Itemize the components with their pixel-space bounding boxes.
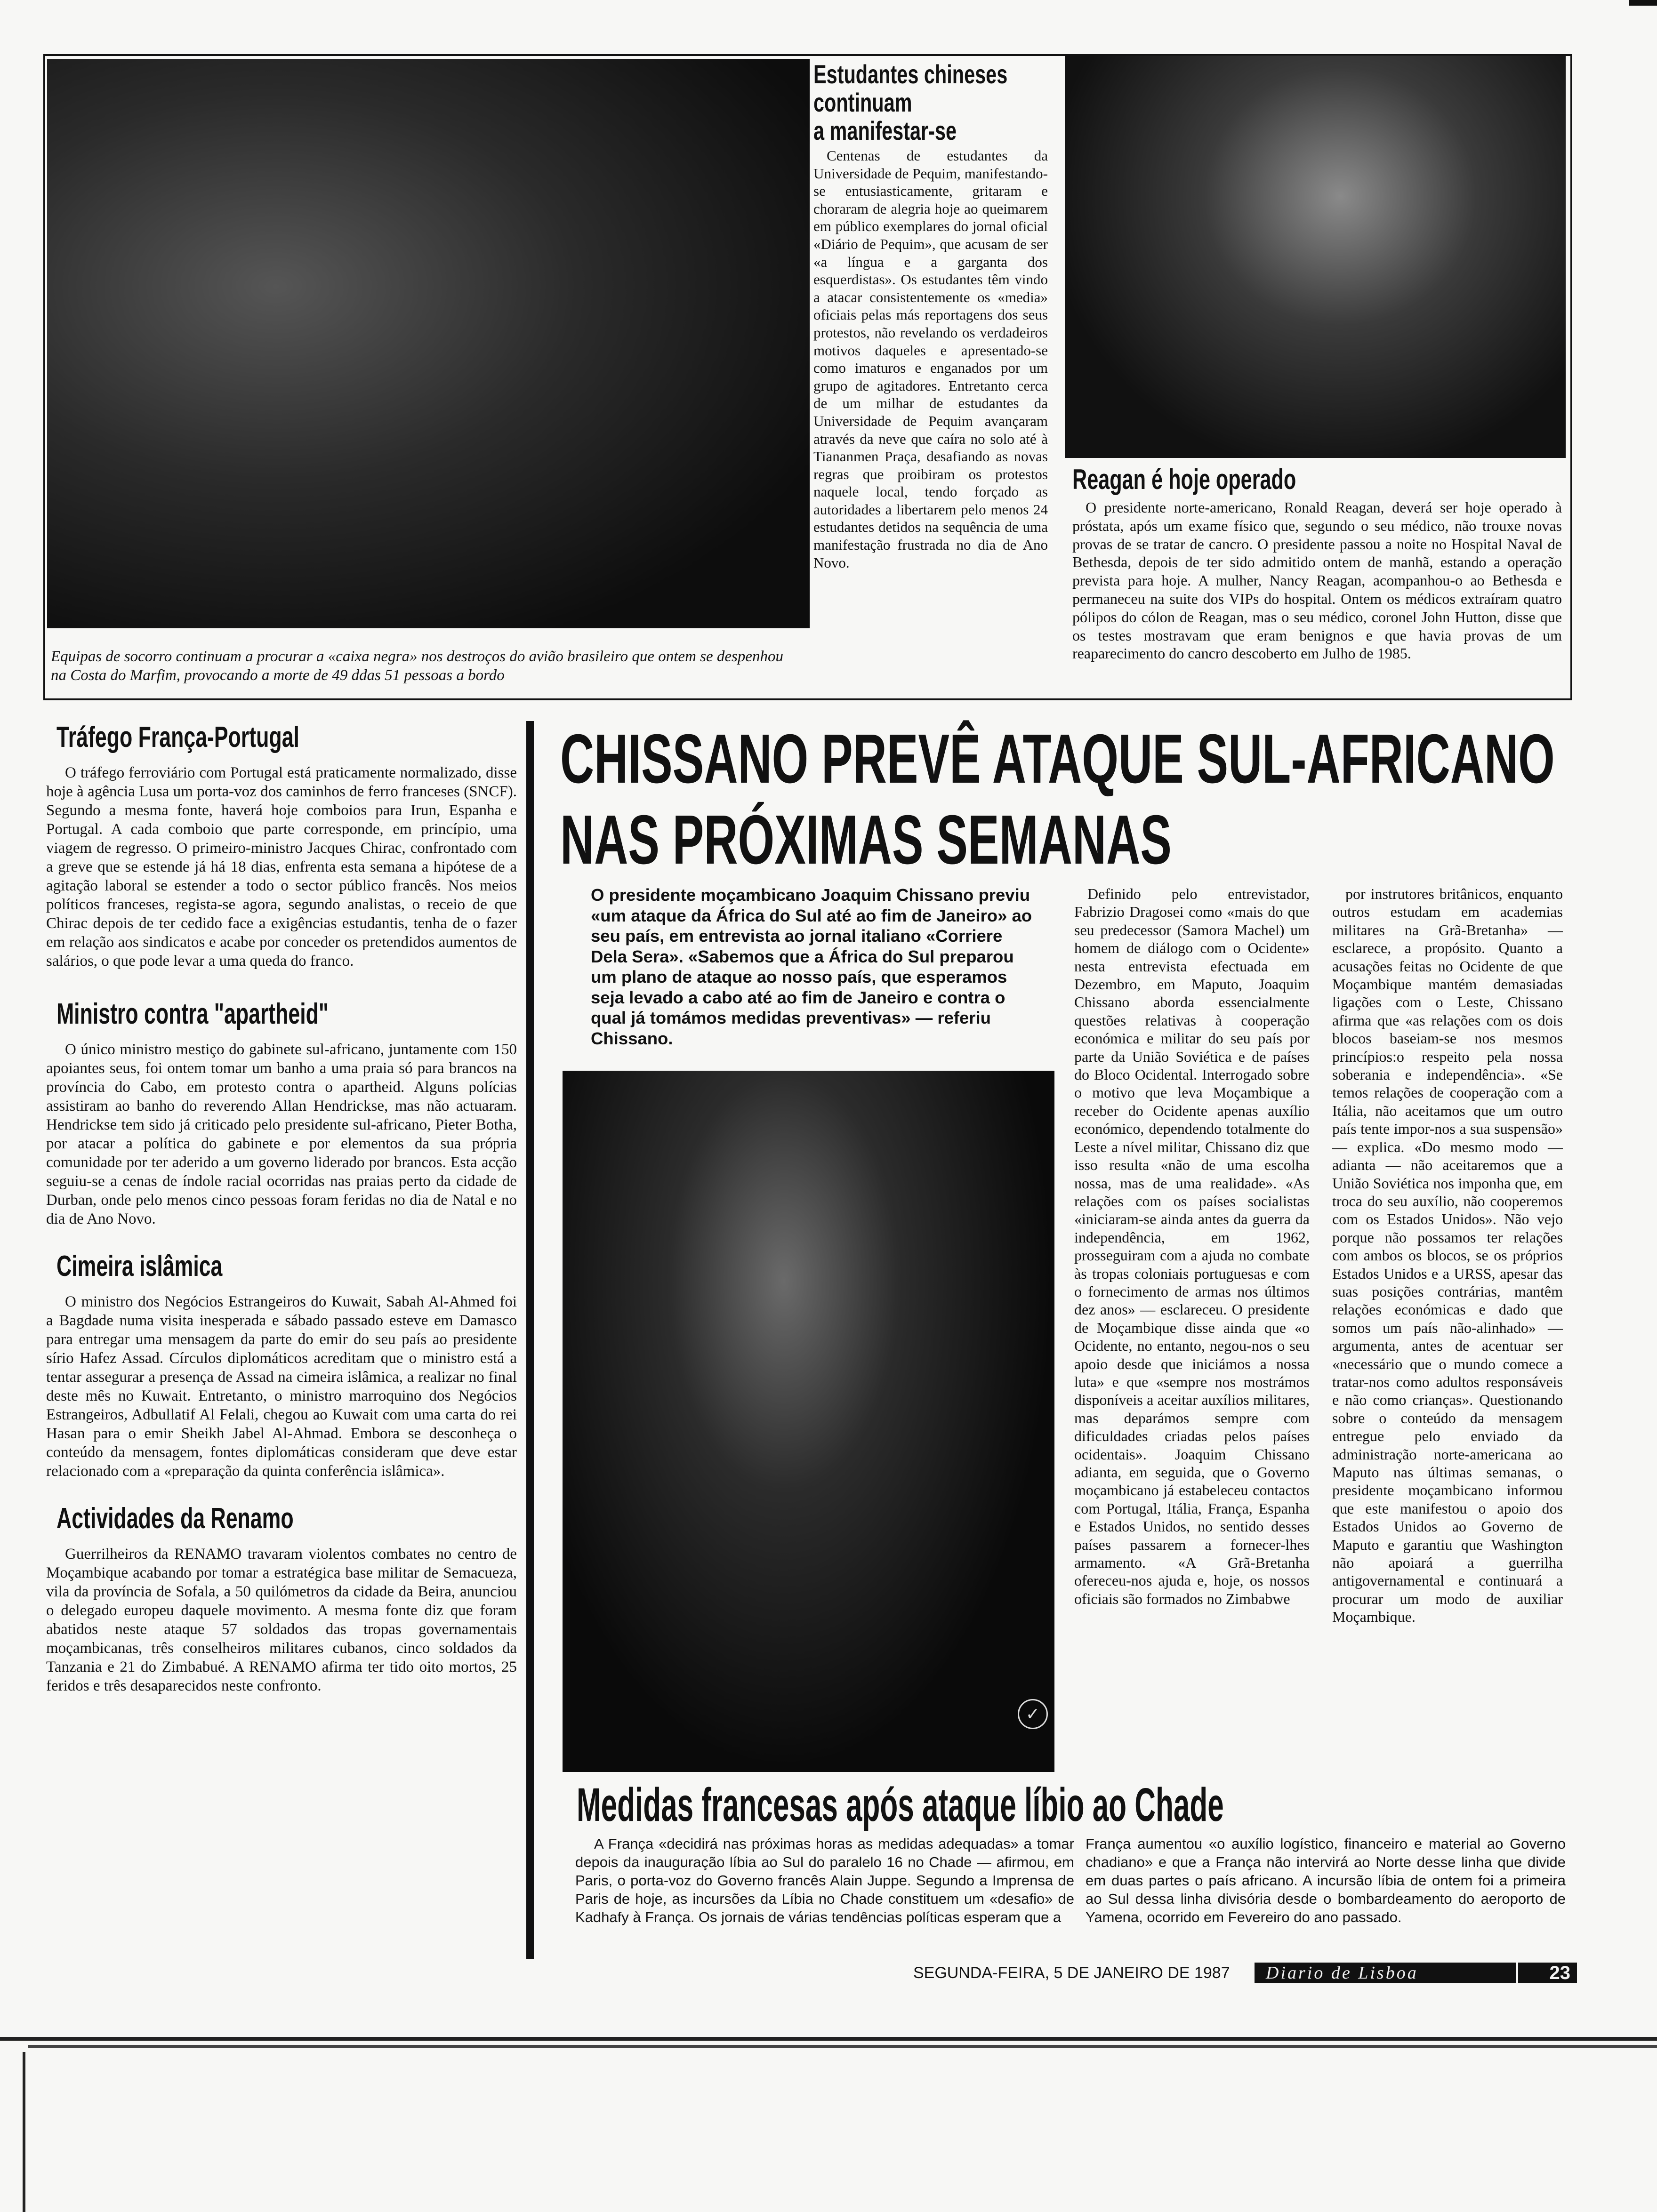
cimeira-headline: Cimeira islâmica (56, 1250, 223, 1282)
trafego-body: O tráfego ferroviário com Portugal está praticamente normalizado, disse hoje à agência Lusa um porta-voz dos caminhos de ferro franceses (SNCF). Segundo a mesma fonte, haverá hoje comboios para Irun, Espanha e Portugal. A cada comboio que parte corresponde, em princípio, uma viagem de regresso. O primeiro-ministro Jacques Chirac, confrontado com a greve que se estende já há 18 dias, enfrenta esta semana a hipótese de a agitação laboral se estender a todo o sector público francês. Nos meios políticos franceses, regista-se agora, segundo analistas, o receio de que Chirac depois de ter cedido face a exigências estudantis, tenha de o fazer em relação aos sindicatos e acabe por conceder os pretendidos aumentos de salários, o que pode levar a uma queda do franco. (46, 764, 517, 970)
reagan-article (1072, 464, 1562, 697)
chinese-headline-3: a manifestar-se (813, 116, 957, 145)
left-column (46, 720, 517, 1963)
renamo-body: Guerrilheiros da RENAMO travaram violentos combates no centro de Moçambique acabando por tomar a estratégica base militar de Semacueza, vila da província de Sofala, a 50 quilómetros da cidade da Beira, anunciou o delegado europeu daquele movimento. A mesma fonte diz que foram abatidos neste ataque 57 soldados das tropas governamentais moçambicanas, três conselheiros militares cubanos, cinco soldados da Tanzania e 21 do Zimbabué. A RENAMO afirma ter tido oito mortos, 25 feridos e três desaparecidos neste confronto. (46, 1546, 517, 1694)
cimeira-body: O ministro dos Negócios Estrangeiros do Kuwait, Sabah Al-Ahmed foi a Bagdade numa visita inesperada e sábado passado esteve em Damasco para entregar uma mensagem da parte do emir do seu país ao presidente sírio Hafez Assad. Círculos diplomáticos acreditam que o ministro está a tentar assegurar a presença de Assad na cimeira islâmica, a realizar no final deste mês no Kuwait. Entretanto, o ministro marroquino dos Negócios Estrangeiros, Adbullatif Al Felali, chegou ao Kuwait com uma carta do rei Hasan para o emir Sheikh Jabel Al-Ahmad. Embora se desconheça o conteúdo da mensagem, fontes diplomáticas consideram que deve estar relacionado com a «preparação da quinta conferência islâmica». (46, 1293, 517, 1480)
medidas-col1-body: A França «decidirá nas próximas horas as medidas adequadas» a tomar depois da inauguração líbia ao Sul do paralelo 16 no Chade — afirmou, em Paris, o porta-voz do Governo francês Alain Juppe. Segundo a Imprensa de Paris de hoje, as incursões da Líbia no Chade constituem um «desafio» de Kadhafy à França. Os jornais de várias tendências políticas esperam que a (575, 1835, 1074, 1925)
footer-masthead (1255, 1963, 1516, 1983)
main-story-left-rule (526, 721, 534, 1959)
renamo-headline: Actividades da Renamo (56, 1502, 294, 1535)
plane-crash-photo (47, 59, 810, 628)
chissano-lead: O presidente moçambicano Joaquim Chissano previu «um ataque da África do Sul até ao fim de Janeiro» ao seu país, em entrevista ao jornal italiano «Corriere Dela Sera». «Sabemos que a África do Sul preparou um plano de ataque ao nosso país, que esperamos seja levado a cabo até ao fim de Janeiro e contra o qual já tomámos medidas preventivas» — referiu Chissano. (591, 885, 1032, 1048)
medidas-headline: Medidas francesas após ataque líbio ao Chade (577, 1779, 1224, 1831)
scan-line-1 (0, 2037, 1657, 2041)
footer-page-number: 23 (1549, 1963, 1570, 1983)
footer-date: SEGUNDA-FEIRA, 5 DE JANEIRO DE 1987 (913, 1964, 1230, 1982)
medidas-column-1 (575, 1835, 1074, 1952)
chissano-col1-body: Definido pelo entrevistador, Fabrizio Dragosei como «mais do que seu predecessor (Samora Machel) um homem de diálogo com o Ocidente» nesta entrevista efectuada em Dezembro, em Maputo, Joaquim Chissano aborda essencialmente questões relativas à cooperação económica e militar do seu país por parte da União Soviética e de países do Bloco Ocidental. Interrogado sobre o motivo que leva Moçambique a receber do Ocidente apenas auxílio económico, dependendo totalmente do Leste a nível militar, Chissano diz que isso resulta «não de uma escolha nossa, mas de uma realidade». «As relações com os países socialistas «iniciaram-se ainda antes da guerra da independência, em 1962, prosseguiram com a ajuda no combate às tropas coloniais portuguesas e com o fornecimento de armas nos últimos dez anos» — esclareceu. O presidente de Moçambique disse ainda que «o Ocidente, no entanto, negou-nos o seu apoio desde que iniciámos a nossa luta» e que «sempre nos mostrámos disponíveis a aceitar auxílios militares, mas deparámos sempre com dificuldades criadas pelos países ocidentais». Joaquim Chissano adianta, em seguida, que o Governo moçambicano já estabeleceu contactos com Portugal, Itália, França, Espanha e Estados Unidos, no sentido desses países passarem a fornecer-lhes armamento. «A Grã-Bretanha ofereceu-nos ajuda e, hoje, os nossos oficiais são formados no Zimbabwe (1074, 885, 1310, 1607)
scan-corner-mark (1629, 0, 1657, 6)
medidas-column-2 (1086, 1835, 1566, 1952)
apartheid-headline: Ministro contra "apartheid" (56, 998, 329, 1030)
chissano-col2-body: por instrutores britânicos, enquanto outros estudam em academias militares na Grã-Bretanha» — esclarece, a propósito. Quanto a acusações feitas no Ocidente de que Moçambique mantém demasiadas ligações com o Leste, Chissano afirma que «as relações com os dois blocos baseiam-se nos mesmos princípios:o respeito pela nossa soberania e independência». «Se temos relações de cooperação com a Itália, não aceitamos que um outro país tente impor-nos a sua suspensão» — explica. «Do mesmo modo — adianta — não aceitaremos que a União Soviética nos imponha que, em troca do seu auxílio, não cooperemos com os Estados Unidos». Não vejo porque não possamos ter relações com ambos os blocos, se os próprios Estados Unidos e a URSS, apesar das suas posições contrárias, mantêm relações económicas e dado que somos um país não-alinhado» — argumenta, antes de acentuar ser «necessário que o mundo comece a tratar-nos como adultos responsáveis e não como crianças». Questionando sobre o conteúdo da mensagem entregue pelo enviado da administração norte-americana ao Maputo nas últimas semanas, o presidente moçambicano informou que este manifestou o apoio dos Estados Unidos ao Governo de Maputo e garantiu que Washington não apoiará a guerrilha antigovernamental e continuará a procurar um modo de auxiliar Moçambique. (1332, 885, 1563, 1626)
apartheid-body: O único ministro mestiço do gabinete sul-africano, juntamente com 150 apoiantes seus, foi ontem tomar um banho a uma praia só para brancos na província do Cabo, em protesto contra o apartheid. Alguns polícias assistiram ao banho do reverendo Allan Hendrickse, mas não actuaram. Hendrickse tem sido já criticado pelo presidente sul-africano, Pieter Botha, por atacar a política do gabinete e por elementos da sua própria comunidade por ter aderido a um governo liderado por brancos. Esta acção seguiu-se a cenas de índole racial ocorridas nas praias perto da cidade de Durban, onde pelo menos cinco pessoas foram feridas no dia de Natal e no dia de Ano Novo. (46, 1041, 517, 1227)
chissano-column-2 (1332, 885, 1563, 1770)
top-photo-caption: Equipas de socorro continuam a procurar a «caixa negra» nos destroços do avião brasileiro que ontem se despenhou na Costa do Marfim, provocando a morte de 49 ddas 51 pessoas a bordo (51, 648, 784, 684)
scan-line-2 (28, 2045, 1657, 2048)
medidas-col2-body: França aumentou «o auxílio logístico, financeiro e material ao Governo chadiano» e que a França não intervirá ao Norte desse linha que divide em duas partes o país africano. A incursão líbia de ontem foi a primeira ao Sul dessa linha divisória desde o bombardeamento do aeroporto de Yamena, ocorrido em Fevereiro do ano passado. (1086, 1835, 1566, 1925)
photo-corner-icon: ✓ (1018, 1699, 1048, 1729)
top-photo-caption-box (51, 647, 795, 694)
chinese-students-article (813, 60, 1048, 696)
scan-edge-left (23, 2052, 25, 2212)
chinese-headline-2: continuam (813, 88, 912, 117)
reagan-headline: Reagan é hoje operado (1072, 464, 1296, 495)
trafego-headline: Tráfego França-Portugal (56, 721, 299, 753)
chissano-column-1 (1074, 885, 1310, 1770)
chinese-students-body: Centenas de estudantes da Universidade de Pequim, manifestando-se entusiasticamente, gritaram e choraram de alegria hoje ao queimarem em público exemplares do jornal oficial «Diário de Pequim», que acusam de ser «a língua e a garganta dos esquerdistas». Os estudantes têm vindo a atacar consistentemente os «media» oficiais pelas más reportagens dos seus protestos, não revelando os verdadeiros motivos daqueles e apresentado-se como imaturos e enganados por um grupo de agitadores. Entretanto cerca de um milhar de estudantes da Universidade de Pequim avançaram através da neve que caíra no solo até à Tiananmen Praça, desafiando as novas regras que proibiram os protestos naquele local, tendo forçado as autoridades a libertarem pelo menos 24 estudantes detidos na sequência de uma manifestação frustrada no dia de Ano Novo. (813, 147, 1048, 571)
reagan-body: O presidente norte-americano, Ronald Reagan, deverá ser hoje operado à próstata, após um exame físico que, segundo o seu médico, não trouxe novas provas de se tratar de cancro. O presidente passou a noite no Hospital Naval de Bethesda, depois de ter sido admitido ontem de manhã, estando a operação prevista para hoje. A mulher, Nancy Reagan, acompanhou-o ao Bethesda e permaneceu na suite dos VIPs do hospital. Ontem os médicos extraíram quatro pólipos do cólon de Reagan, mas o seu médico, coronel John Hutton, disse que os testes mostravam que eram benignos e que havia provas de um reaparecimento do cancro descoberto em Julho de 1985. (1072, 499, 1562, 662)
footer-page-number-box (1518, 1963, 1577, 1983)
chissano-photo (563, 1071, 1054, 1772)
reagan-photo (1065, 56, 1566, 458)
chissano-lead-box (591, 885, 1043, 1054)
chinese-headline-1: Estudantes chineses (813, 59, 1008, 89)
footer-paper-name: Diario de Lisboa (1266, 1963, 1418, 1983)
chissano-headline-1: CHISSANO PREVÊ ATAQUE SUL-AFRICANO (560, 720, 1555, 798)
chissano-headline-2: NAS PRÓXIMAS SEMANAS (560, 801, 1172, 879)
